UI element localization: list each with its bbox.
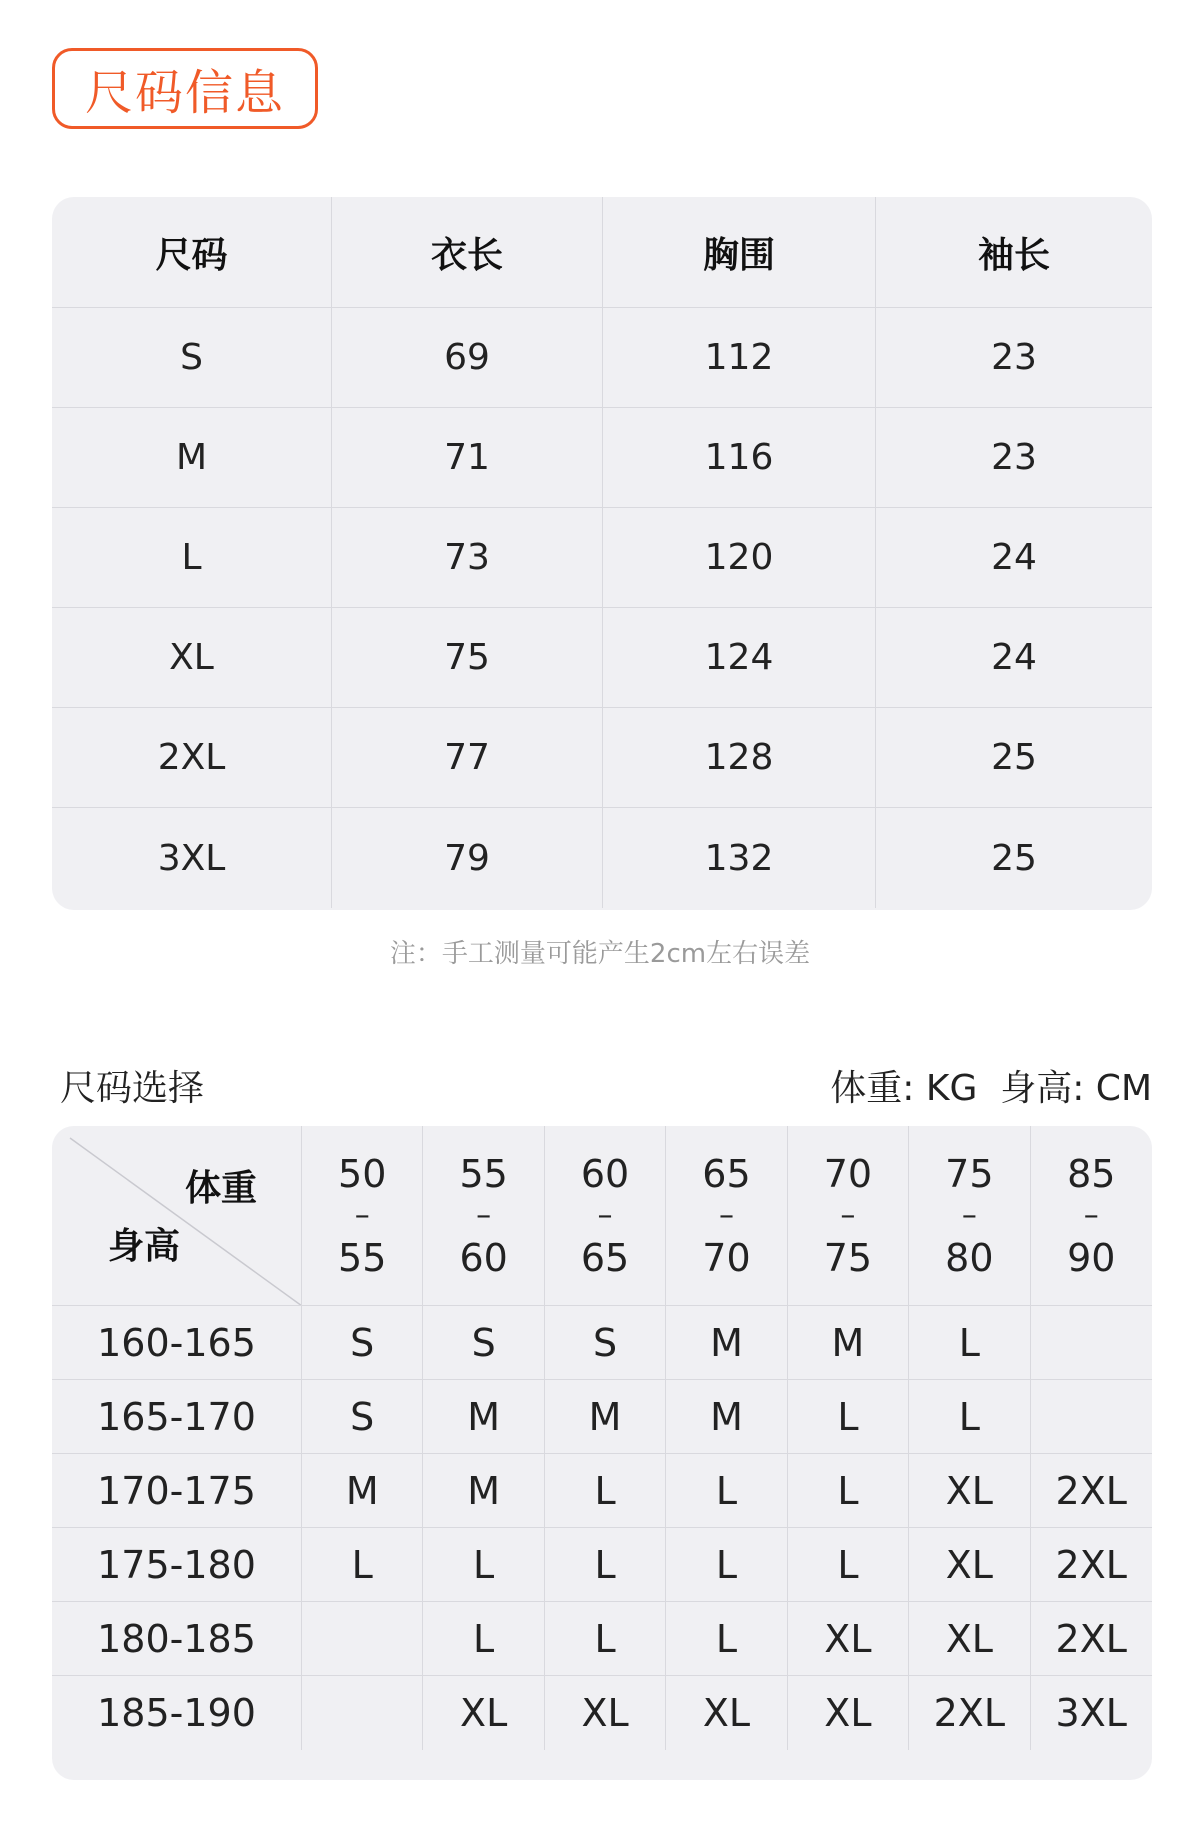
recommended-size-cell: XL xyxy=(545,1676,666,1750)
sleeve-cell: 25 xyxy=(991,837,1037,879)
size-cell: M xyxy=(52,408,332,507)
recommended-size-cell: S xyxy=(545,1306,666,1379)
weight-range-header xyxy=(545,1126,666,1305)
recommended-size-cell: L xyxy=(909,1306,1030,1379)
length-cell: 69 xyxy=(332,308,603,407)
weight-range-separator: – xyxy=(597,1197,613,1233)
page-title: 尺码信息 xyxy=(52,48,318,129)
weight-range-to: 60 xyxy=(459,1235,508,1280)
sleeve-cell: 25 xyxy=(991,737,1037,778)
weight-range-separator: – xyxy=(718,1197,734,1233)
chest-cell: 116 xyxy=(603,408,876,507)
table-row xyxy=(52,1380,1152,1454)
recommended-size-cell: M xyxy=(545,1380,666,1453)
sleeve-cell: 23 xyxy=(991,337,1037,378)
recommended-size-cell: 2XL xyxy=(909,1676,1030,1750)
chest-cell: 124 xyxy=(603,608,876,707)
diagonal-divider xyxy=(52,1126,302,1305)
length-cell: 77 xyxy=(332,708,603,807)
table-row xyxy=(52,1528,1152,1602)
corner-height-label: 身高 xyxy=(108,1226,181,1267)
weight-range-to: 55 xyxy=(338,1235,387,1280)
length-cell: 73 xyxy=(332,508,603,607)
weight-range-header xyxy=(788,1126,909,1305)
length-cell: 79 xyxy=(332,808,603,908)
recommended-size-cell: 2XL xyxy=(1055,1542,1127,1587)
recommended-size-cell: L xyxy=(545,1528,666,1601)
header-chest: 胸围 xyxy=(603,197,876,307)
size-selection-table xyxy=(52,1126,1152,1780)
weight-range-header xyxy=(1031,1126,1152,1305)
length-cell: 71 xyxy=(332,408,603,507)
measurement-note: 注：手工测量可能产生2cm左右误差 xyxy=(389,939,811,969)
recommended-size-cell: L xyxy=(545,1602,666,1675)
weight-range-separator: – xyxy=(476,1197,492,1233)
size-cell: S xyxy=(52,308,332,407)
recommended-size-cell: S xyxy=(423,1306,544,1379)
recommended-size-cell: S xyxy=(302,1380,423,1453)
selection-units: 体重: KG 身高: CM xyxy=(830,1068,1152,1109)
header-length: 衣长 xyxy=(332,197,603,307)
table-row xyxy=(52,508,1152,608)
height-range-cell: 170-175 xyxy=(52,1454,302,1527)
header-sleeve: 袖长 xyxy=(977,234,1050,276)
weight-range-from: 60 xyxy=(580,1151,630,1196)
corner-weight-label: 体重 xyxy=(184,1168,257,1209)
height-range-cell: 180-185 xyxy=(52,1602,302,1675)
recommended-size-cell: 2XL xyxy=(1055,1616,1127,1661)
recommended-size-cell: XL xyxy=(909,1602,1030,1675)
size-cell: 3XL xyxy=(52,808,332,908)
recommended-size-cell xyxy=(1031,1380,1152,1453)
weight-range-from: 85 xyxy=(1067,1151,1116,1196)
weight-range-separator: – xyxy=(354,1197,370,1233)
weight-range-from: 65 xyxy=(702,1151,751,1196)
weight-range-header xyxy=(909,1126,1030,1305)
weight-range-to: 70 xyxy=(702,1235,751,1280)
table-row xyxy=(52,1676,1152,1750)
weight-range-separator: – xyxy=(961,1197,977,1233)
recommended-size-cell xyxy=(302,1676,423,1750)
recommended-size-cell xyxy=(1031,1306,1152,1379)
size-cell: XL xyxy=(52,608,332,707)
recommended-size-cell: XL xyxy=(909,1454,1030,1527)
recommended-size-cell: 2XL xyxy=(1055,1468,1127,1513)
recommended-size-cell: L xyxy=(909,1380,1030,1453)
recommended-size-cell: L xyxy=(666,1528,787,1601)
recommended-size-cell: L xyxy=(788,1380,909,1453)
height-range-cell: 185-190 xyxy=(52,1676,302,1750)
recommended-size-cell: L xyxy=(302,1528,423,1601)
sleeve-cell: 23 xyxy=(991,437,1037,478)
corner-header-cell xyxy=(52,1126,302,1305)
table-row xyxy=(52,308,1152,408)
recommended-size-cell: XL xyxy=(788,1676,909,1750)
chest-cell: 132 xyxy=(603,808,876,908)
table-row xyxy=(52,708,1152,808)
recommended-size-cell: L xyxy=(788,1454,909,1527)
recommended-size-cell: L xyxy=(666,1454,787,1527)
recommended-size-cell: S xyxy=(302,1306,423,1379)
weight-range-to: 75 xyxy=(823,1235,873,1280)
weight-range-separator: – xyxy=(1083,1197,1099,1233)
selection-title: 尺码选择 xyxy=(60,1068,205,1109)
weight-range-separator: – xyxy=(840,1197,856,1233)
table-row xyxy=(52,1306,1152,1380)
size-info-table xyxy=(52,197,1152,910)
recommended-size-cell: L xyxy=(788,1528,909,1601)
recommended-size-cell: L xyxy=(666,1602,787,1675)
selection-header-row xyxy=(52,1126,1152,1306)
sleeve-cell: 24 xyxy=(991,537,1037,578)
weight-range-header xyxy=(302,1126,423,1305)
recommended-size-cell: L xyxy=(423,1528,544,1601)
height-range-cell: 160-165 xyxy=(52,1306,302,1379)
recommended-size-cell: XL xyxy=(423,1676,544,1750)
recommended-size-cell: M xyxy=(788,1306,909,1379)
size-cell: L xyxy=(52,508,332,607)
recommended-size-cell: L xyxy=(545,1454,666,1527)
recommended-size-cell xyxy=(302,1602,423,1675)
table-row xyxy=(52,1454,1152,1528)
size-cell: 2XL xyxy=(52,708,332,807)
table-row xyxy=(52,408,1152,508)
recommended-size-cell: M xyxy=(423,1454,544,1527)
chest-cell: 112 xyxy=(603,308,876,407)
size-table-header-row xyxy=(52,197,1152,308)
height-range-cell: 165-170 xyxy=(52,1380,302,1453)
weight-range-from: 55 xyxy=(459,1151,508,1196)
height-range-cell: 175-180 xyxy=(52,1528,302,1601)
header-size: 尺码 xyxy=(52,197,332,307)
recommended-size-cell: M xyxy=(302,1454,423,1527)
chest-cell: 120 xyxy=(603,508,876,607)
recommended-size-cell: XL xyxy=(909,1528,1030,1601)
weight-range-from: 75 xyxy=(945,1151,994,1196)
recommended-size-cell: M xyxy=(666,1306,787,1379)
weight-range-to: 90 xyxy=(1067,1235,1116,1280)
recommended-size-cell: L xyxy=(423,1602,544,1675)
sleeve-cell: 24 xyxy=(991,637,1037,678)
weight-range-to: 80 xyxy=(945,1235,994,1280)
weight-range-to: 65 xyxy=(580,1235,630,1280)
table-row xyxy=(52,1602,1152,1676)
recommended-size-cell: XL xyxy=(788,1602,909,1675)
table-row xyxy=(52,808,1152,908)
recommended-size-cell: M xyxy=(666,1380,787,1453)
weight-range-header xyxy=(666,1126,787,1305)
length-cell: 75 xyxy=(332,608,603,707)
weight-range-header xyxy=(423,1126,544,1305)
chest-cell: 128 xyxy=(603,708,876,807)
recommended-size-cell: XL xyxy=(666,1676,787,1750)
table-row xyxy=(52,608,1152,708)
weight-range-from: 70 xyxy=(823,1151,873,1196)
recommended-size-cell: 3XL xyxy=(1055,1691,1127,1735)
recommended-size-cell: M xyxy=(423,1380,544,1453)
weight-range-from: 50 xyxy=(338,1151,387,1196)
